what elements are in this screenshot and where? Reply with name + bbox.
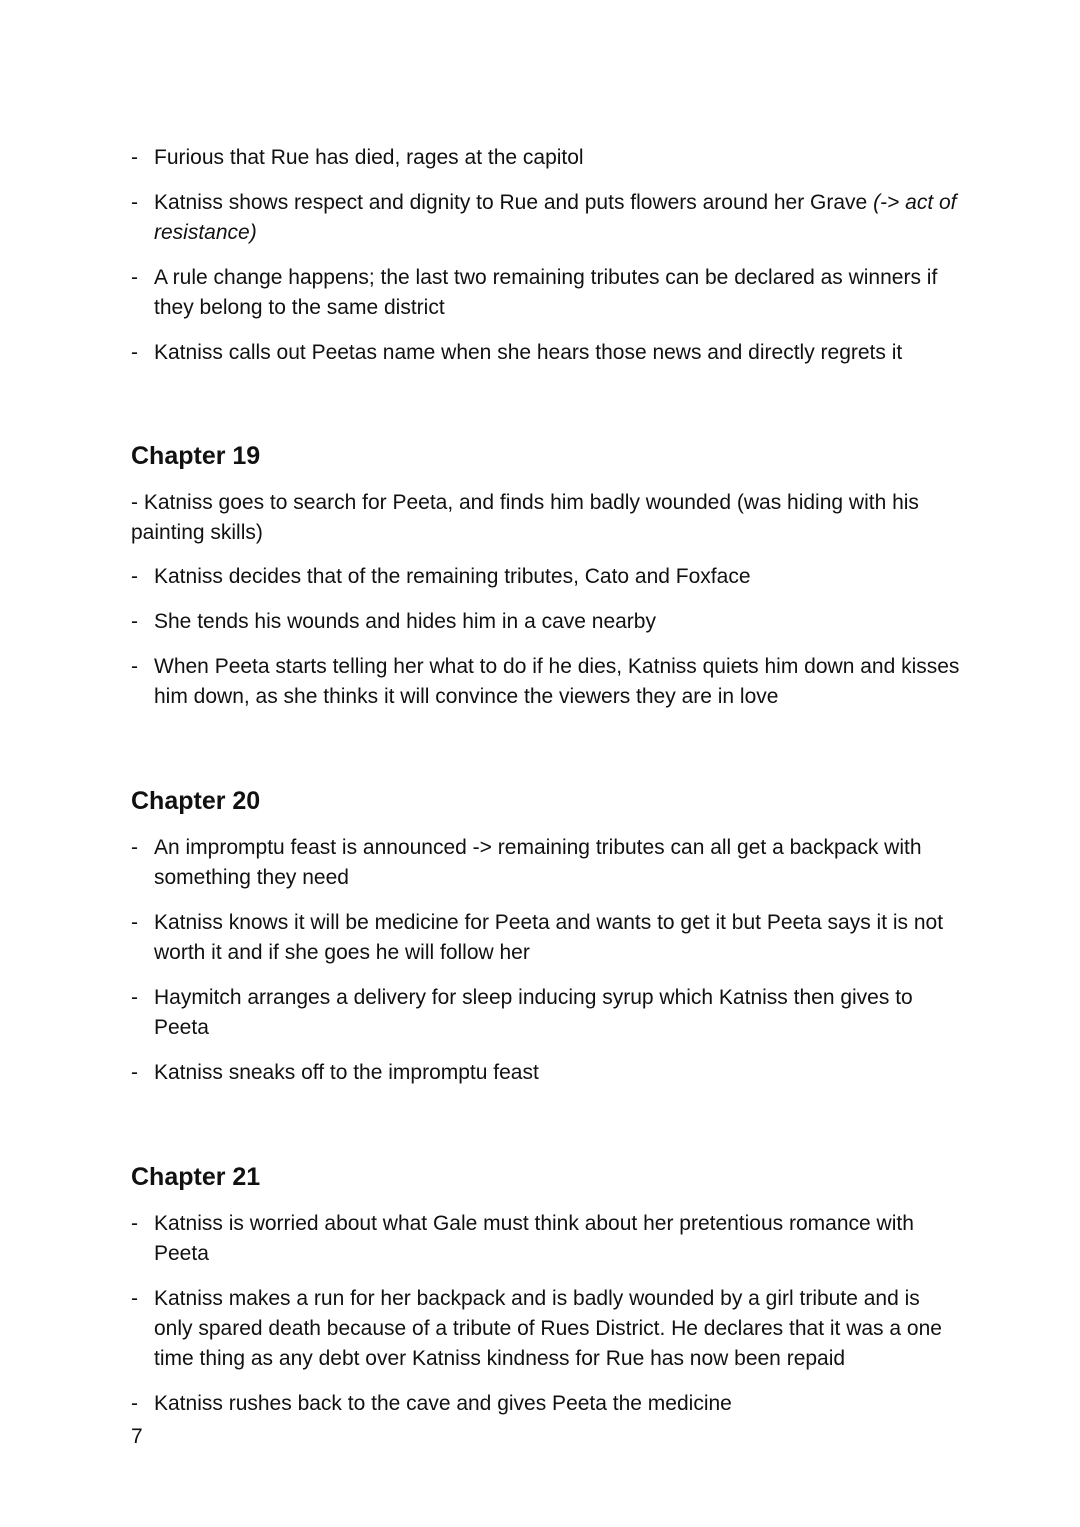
chapter-19-section <box>131 440 961 712</box>
chapter-20-section <box>131 785 961 1088</box>
bullet-dash: - <box>131 146 138 169</box>
bullet-dash: - <box>131 836 138 859</box>
list-item <box>131 1209 961 1269</box>
list-item <box>131 1389 961 1419</box>
list-item-italic-note: (-> act of resistance) <box>154 191 957 244</box>
list-item <box>131 1284 961 1374</box>
list-item <box>131 188 961 248</box>
list-item-text: Katniss is worried about what Gale must think about her pretentious romance with Peeta <box>154 1212 914 1265</box>
list-item <box>131 652 961 712</box>
list-item-text: Katniss rushes back to the cave and gives Peeta the medicine <box>154 1392 732 1415</box>
list-item-text: Haymitch arranges a delivery for sleep inducing syrup which Katniss then gives to Peeta <box>154 986 913 1039</box>
list-item-text: A rule change happens; the last two remaining tributes can be declared as winners if they belong to the same district <box>154 266 938 319</box>
list-item <box>131 338 961 368</box>
chapter-heading: Chapter 21 <box>131 1163 261 1191</box>
list-item <box>131 607 961 637</box>
list-item <box>131 1058 961 1088</box>
bullet-dash: - <box>131 911 138 934</box>
chapter-heading: Chapter 19 <box>131 442 261 470</box>
list-item <box>131 562 961 592</box>
bullet-dash: - <box>131 1061 138 1084</box>
chapter-intro-text: - Katniss goes to search for Peeta, and finds him badly wounded (was hiding with his painting skills) <box>131 491 919 544</box>
bullet-dash: - <box>131 266 138 289</box>
page-number: 7 <box>131 1425 143 1448</box>
bullet-dash: - <box>131 1287 138 1310</box>
bullet-dash: - <box>131 565 138 588</box>
bullet-dash: - <box>131 986 138 1009</box>
bullet-dash: - <box>131 610 138 633</box>
list-item-text: Katniss sneaks off to the impromptu feast <box>154 1061 539 1084</box>
bullet-dash: - <box>131 1212 138 1235</box>
list-item <box>131 263 961 323</box>
bullet-dash: - <box>131 1392 138 1415</box>
list-item-text: When Peeta starts telling her what to do if he dies, Katniss quiets him down and kisses him down, as she thinks it will convince the viewers they are in love <box>154 655 960 708</box>
list-item <box>131 983 961 1043</box>
intro-bullet-list <box>131 143 961 368</box>
list-item-text: Katniss decides that of the remaining tributes, Cato and Foxface <box>154 565 751 588</box>
list-item-text: Katniss makes a run for her backpack and is badly wounded by a girl tribute and is only spared death because of a tribute of Rues District. He declares that it was a one time thing as any debt over Katniss kindness for Rue has now been repaid <box>154 1287 942 1370</box>
list-item <box>131 143 961 173</box>
list-item-text: Katniss knows it will be medicine for Peeta and wants to get it but Peeta says it is not worth it and if she goes he will follow her <box>154 911 944 964</box>
bullet-dash: - <box>131 655 138 678</box>
list-item-text: Katniss calls out Peetas name when she hears those news and directly regrets it <box>154 341 903 364</box>
list-item-text: Furious that Rue has died, rages at the capitol <box>154 146 584 169</box>
list-item-text: She tends his wounds and hides him in a cave nearby <box>154 610 656 633</box>
bullet-dash: - <box>131 341 138 364</box>
list-item-text: An impromptu feast is announced -> remaining tributes can all get a backpack with something they need <box>154 836 922 889</box>
bullet-dash: - <box>131 191 138 214</box>
chapter-heading: Chapter 20 <box>131 787 261 815</box>
page-content <box>131 143 961 1434</box>
chapter-21-section <box>131 1161 961 1419</box>
list-item-text: Katniss shows respect and dignity to Rue and puts flowers around her Grave <box>154 191 874 214</box>
list-item <box>131 833 961 893</box>
list-item <box>131 908 961 968</box>
